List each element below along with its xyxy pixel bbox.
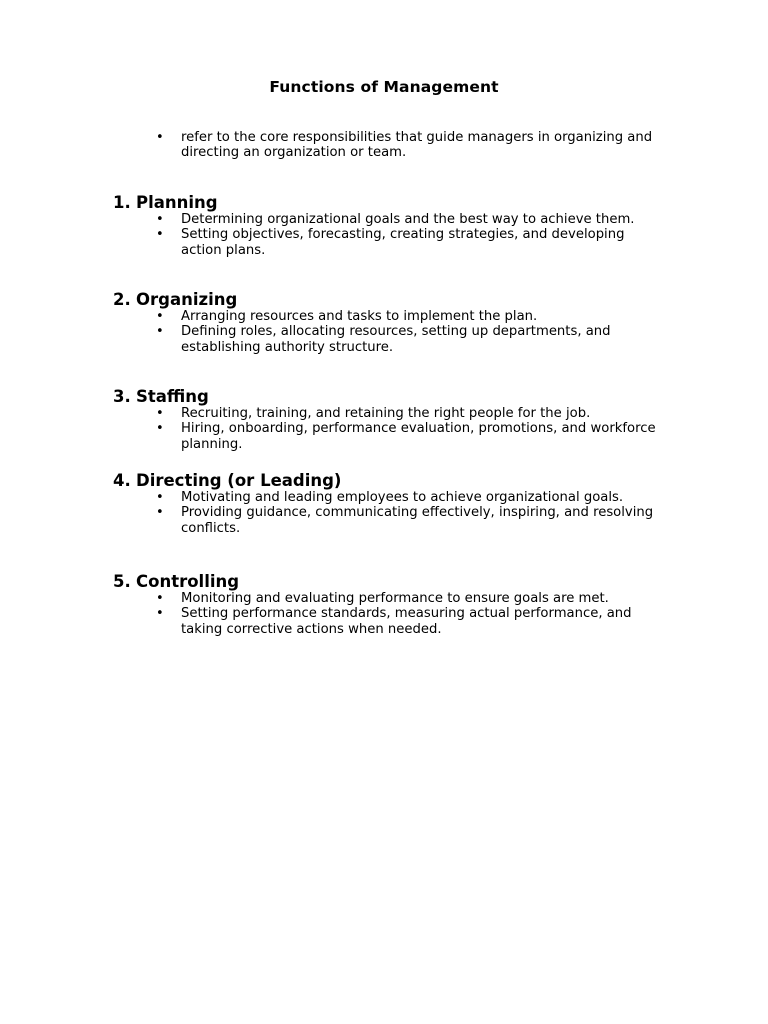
list-item bbox=[156, 212, 701, 227]
list-item bbox=[156, 309, 701, 324]
bullet-icon: • bbox=[156, 309, 164, 324]
section-heading-planning bbox=[113, 193, 218, 213]
bullet-text: Setting performance standards, measuring actual performance, and bbox=[181, 606, 632, 622]
bullet-text: Arranging resources and tasks to implement the plan. bbox=[181, 309, 538, 324]
section-heading-organizing bbox=[113, 290, 237, 310]
list-item bbox=[156, 606, 701, 637]
bullet-icon: • bbox=[156, 606, 164, 622]
section-number: 5. bbox=[113, 572, 131, 591]
bullet-text: establishing authority structure. bbox=[181, 339, 394, 355]
bullet-text: Providing guidance, communicating effectively, inspiring, and resolving bbox=[181, 505, 654, 521]
section-title: Planning bbox=[136, 193, 218, 212]
bullet-text: conflicts. bbox=[181, 520, 241, 536]
section-title: Controlling bbox=[136, 572, 240, 591]
document-title: Functions of Management bbox=[269, 78, 499, 96]
list-item bbox=[156, 324, 701, 355]
bullet-icon: • bbox=[156, 227, 164, 243]
section-heading-controlling bbox=[113, 572, 239, 592]
bullet-icon: • bbox=[156, 421, 164, 437]
section-title: Organizing bbox=[136, 290, 238, 309]
section-number: 1. bbox=[113, 193, 131, 212]
bullet-text: Recruiting, training, and retaining the right people for the job. bbox=[181, 406, 591, 421]
bullet-text: refer to the core responsibilities that guide managers in organizing and bbox=[181, 130, 653, 145]
bullet-text: Determining organizational goals and the best way to achieve them. bbox=[181, 212, 635, 227]
bullet-text: Setting objectives, forecasting, creating strategies, and developing bbox=[181, 227, 625, 243]
list-item bbox=[156, 421, 701, 452]
list-item bbox=[156, 505, 701, 536]
bullet-icon: • bbox=[156, 490, 164, 505]
section-number: 4. bbox=[113, 471, 131, 490]
list-item bbox=[156, 406, 701, 421]
section-title: Staffing bbox=[136, 387, 209, 406]
list-item bbox=[156, 591, 701, 606]
bullet-text: planning. bbox=[181, 436, 243, 452]
section-heading-staffing bbox=[113, 387, 209, 407]
section-heading-directing bbox=[113, 471, 341, 491]
bullet-icon: • bbox=[156, 212, 164, 227]
bullet-text: directing an organization or team. bbox=[181, 145, 407, 161]
section-list-controlling bbox=[156, 591, 701, 637]
bullet-icon: • bbox=[156, 130, 164, 145]
bullet-text: Motivating and leading employees to achieve organizational goals. bbox=[181, 490, 624, 505]
bullet-text: Hiring, onboarding, performance evaluation, promotions, and workforce bbox=[181, 421, 656, 437]
list-item bbox=[156, 227, 701, 258]
section-list-organizing bbox=[156, 309, 701, 355]
bullet-icon: • bbox=[156, 406, 164, 421]
intro-list bbox=[156, 130, 701, 161]
bullet-text: Monitoring and evaluating performance to ensure goals are met. bbox=[181, 591, 609, 606]
section-title: Directing (or Leading) bbox=[136, 471, 342, 490]
section-number: 3. bbox=[113, 387, 131, 406]
bullet-text: action plans. bbox=[181, 242, 266, 258]
list-item bbox=[156, 490, 701, 505]
bullet-text: taking corrective actions when needed. bbox=[181, 621, 442, 637]
bullet-icon: • bbox=[156, 505, 164, 521]
bullet-icon: • bbox=[156, 591, 164, 606]
section-list-directing bbox=[156, 490, 701, 536]
section-number: 2. bbox=[113, 290, 131, 309]
intro-bullet bbox=[156, 130, 701, 161]
bullet-icon: • bbox=[156, 324, 164, 340]
section-list-planning bbox=[156, 212, 701, 258]
bullet-text: Defining roles, allocating resources, setting up departments, and bbox=[181, 324, 611, 340]
section-list-staffing bbox=[156, 406, 701, 452]
